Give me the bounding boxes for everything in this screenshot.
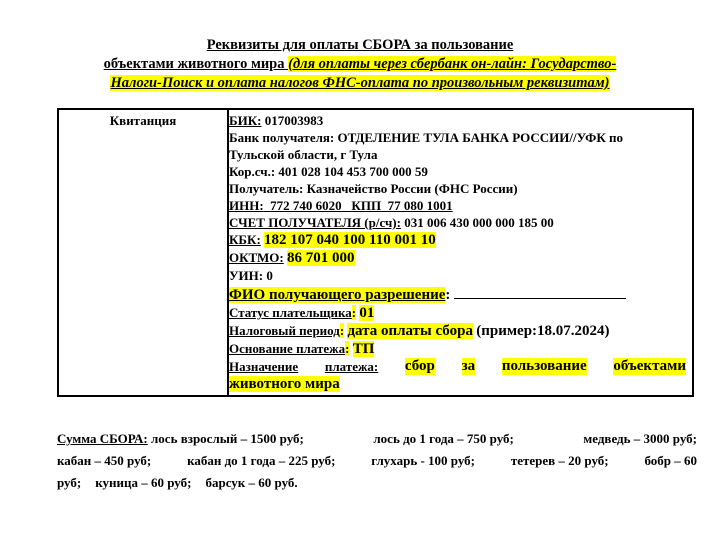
fee-item-grouse: тетерев – 20 руб; — [510, 453, 609, 468]
fee-item-bear: медведь – 3000 руб; — [583, 431, 697, 446]
title-line-2 — [40, 55, 680, 74]
recipient: Получатель: Казначейство России (ФНС России) — [229, 181, 518, 196]
period-colon: : — [339, 323, 345, 338]
basis-label: Основание платежа — [229, 341, 346, 356]
title-note-2: Налоги-Поиск и оплата налогов ФНС-оплата по произвольным реквизитам) — [110, 75, 610, 91]
kbk-row — [229, 231, 686, 249]
receipt-details-cell — [228, 109, 693, 396]
fio-label: ФИО получающего разрешение — [229, 287, 446, 303]
status-label: Статус плательщика — [229, 305, 352, 320]
period-label: Налоговый период — [229, 323, 340, 338]
status-value: 01 — [359, 305, 375, 321]
receipt-label: Квитанция — [109, 113, 177, 128]
oktmo-row — [229, 249, 686, 267]
status-row — [229, 304, 686, 322]
fee-item-capercaillie: глухарь - 100 руб; — [371, 453, 475, 468]
fee-line-3 — [57, 472, 697, 494]
fee-line-1 — [57, 428, 697, 450]
receipt-table — [57, 108, 694, 397]
fio-input-line[interactable] — [454, 286, 626, 299]
bank-line-1: Банк получателя: ОТДЕЛЕНИЕ ТУЛА БАНКА РОССИИ//УФК по — [229, 130, 623, 145]
fee-item-moose-young: лось до 1 года – 750 руб; — [373, 431, 514, 446]
fee-item-boar-young: кабан до 1 года – 225 руб; — [187, 453, 336, 468]
title-line-3 — [40, 74, 680, 93]
bik-value: 017003983 — [264, 113, 324, 128]
purpose-word-2: платежа: — [324, 359, 379, 374]
purpose-value-1: сбор — [404, 358, 435, 374]
oktmo-value: 86 701 000 — [287, 250, 355, 266]
receipt-label-cell — [58, 109, 228, 396]
kbk-label: КБК: — [229, 232, 261, 247]
bik-row — [229, 112, 686, 129]
fee-item-badger: барсук – 60 руб. — [205, 475, 298, 490]
fio-row — [229, 286, 686, 304]
title-plain: объектами животного мира — [103, 56, 285, 72]
oktmo-label: ОКТМО: — [229, 250, 284, 265]
bik-label: БИК: — [229, 113, 262, 128]
uin-row: УИН: 0 — [229, 268, 273, 283]
kpp-value: 77 080 1001 — [387, 198, 453, 213]
inn-label: ИНН: — [229, 198, 264, 213]
kbk-value: 182 107 040 100 110 001 10 — [264, 232, 436, 248]
purpose-value-line-2: животного мира — [229, 376, 340, 392]
fee-item-marten: куница – 60 руб; — [95, 475, 192, 490]
purpose-word-1: Назначение — [229, 359, 299, 374]
basis-row — [229, 340, 686, 358]
account-label: СЧЕТ ПОЛУЧАТЕЛЯ (р/сч): — [229, 215, 401, 230]
fee-item-moose-adult: лось взрослый – 1500 руб; — [151, 431, 304, 446]
title-line-1: Реквизиты для оплаты СБОРА за пользование — [206, 37, 514, 53]
inn-value: 772 740 6020 — [270, 198, 342, 213]
fio-colon: : — [445, 287, 451, 303]
fee-item-beaver-unit: руб; — [57, 475, 82, 490]
account-row — [229, 214, 686, 231]
purpose-row-2 — [229, 375, 686, 393]
purpose-value-3: пользование — [501, 358, 587, 374]
period-example: (пример:18.07.2024) — [476, 323, 610, 339]
document-title — [40, 36, 680, 93]
title-note-1: (для оплаты через сбербанк он-лайн: Государство- — [288, 56, 617, 72]
fee-item-boar: кабан – 450 руб; — [57, 453, 152, 468]
purpose-value-2: за — [461, 358, 476, 374]
basis-value: ТП — [352, 341, 375, 357]
fee-item-beaver: бобр – 60 — [644, 453, 697, 468]
purpose-row — [229, 358, 686, 375]
purpose-value-4: объектами — [613, 358, 686, 374]
account-value: 031 006 430 000 000 185 00 — [404, 215, 554, 230]
fee-amounts — [57, 428, 697, 494]
fee-label: Сумма СБОРА: лось взрослый – 1500 руб; — [57, 431, 304, 446]
inn-kpp-row — [229, 197, 686, 214]
fee-line-2 — [57, 450, 697, 472]
status-colon: : — [351, 305, 357, 320]
kpp-label: КПП — [351, 198, 382, 213]
period-row — [229, 322, 686, 340]
period-value: дата оплаты сбора — [347, 323, 473, 339]
bank-line-2: Тульской области, г Тула — [229, 147, 378, 162]
kor-account: Кор.сч.: 401 028 104 453 700 000 59 — [229, 164, 428, 179]
basis-colon: : — [345, 341, 350, 356]
